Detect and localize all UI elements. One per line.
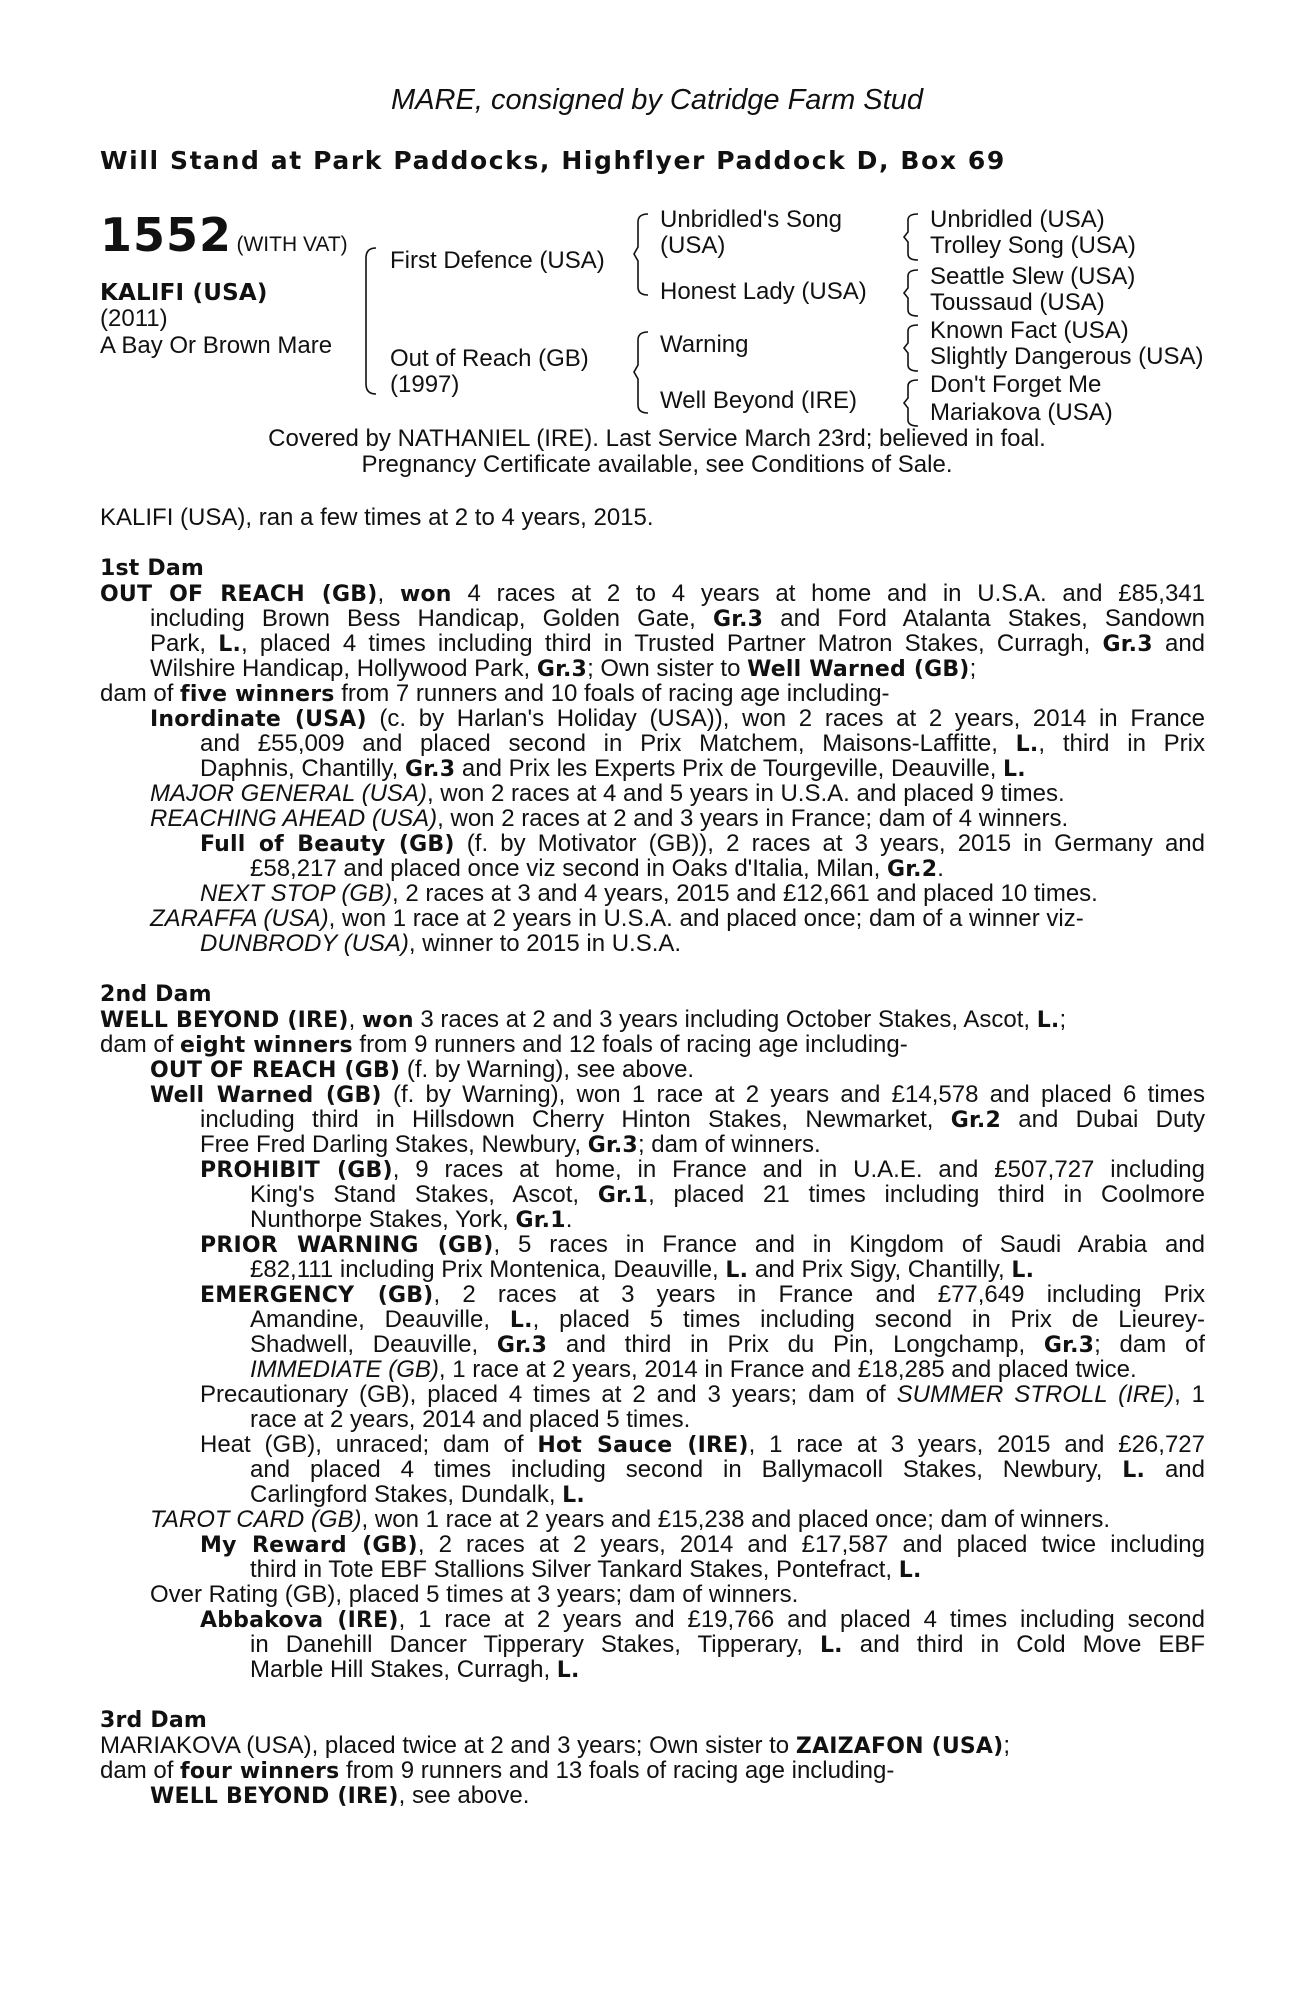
text: and Prix Sigy, Chantilly,: [748, 1256, 1012, 1283]
grade: Gr.1: [597, 1183, 649, 1208]
text: ;: [1059, 1006, 1067, 1033]
text: ;: [1003, 1732, 1011, 1759]
text: Free Fred Darling Stakes, Newbury,: [200, 1131, 588, 1158]
grade: Gr.3: [404, 757, 456, 782]
second-dam-line: [150, 1582, 1205, 1608]
second-dam-line: [250, 1182, 1205, 1208]
second-dam-line: [200, 1282, 1205, 1308]
horse-name: Abbakova (IRE): [200, 1608, 399, 1633]
second-dam-line: [200, 1157, 1205, 1183]
grade: L.: [218, 632, 242, 657]
text: ; dam of winners.: [637, 1131, 821, 1158]
second-dam-heading: 2nd Dam: [100, 982, 212, 1007]
race-record: KALIFI (USA), ran a few times at 2 to 4 years, 2015.: [100, 504, 654, 531]
third-dam-heading: 3rd Dam: [100, 1708, 207, 1733]
horse-name: Well Warned (GB): [150, 1083, 382, 1108]
grade: L.: [898, 1558, 922, 1583]
text: , 2 races at 3 years in France and £77,649 including Prix: [433, 1282, 1205, 1308]
grade: L.: [1122, 1458, 1146, 1483]
pedigree-g3-5: Known Fact (USA): [930, 317, 1129, 344]
text: , 1 race at 2 years and £19,766 and placed 4 times including second: [398, 1607, 1205, 1633]
text: , placed 5 times including second in Prix de Lieurey-: [532, 1307, 1205, 1333]
grade: Gr.3: [587, 1133, 638, 1158]
text: , won 1 race at 2 years and £15,238 and placed once; dam of winners.: [361, 1506, 1111, 1533]
text: 3 races at 2 and 3 years including October Stakes, Ascot,: [413, 1006, 1037, 1033]
vat-note: (WITH VAT): [236, 233, 348, 256]
second-dam-line: [100, 1032, 1205, 1059]
text: and third in Cold Move EBF: [842, 1632, 1205, 1658]
horse-year: (2011): [100, 305, 168, 332]
text: and: [1152, 631, 1205, 657]
text: , won 1 race at 2 years in U.S.A. and placed once; dam of a winner viz-: [328, 905, 1084, 932]
pedigree-sire-sire: Unbridled's Song: [660, 206, 843, 233]
text: from 9 runners and 12 foals of racing age including-: [352, 1031, 908, 1058]
text: from 7 runners and 10 foals of racing age including-: [334, 680, 890, 707]
second-dam-line: [250, 1632, 1205, 1658]
horse-name: Full of Beauty (GB): [200, 832, 455, 857]
text: dam of: [100, 680, 181, 707]
text: , 2 races at 2 years, 2014 and £17,587 and placed twice including: [417, 1532, 1205, 1558]
text: including Brown Bess Handicap, Golden Gate,: [150, 606, 713, 632]
pedigree-bracket-sire: [634, 212, 654, 297]
text: Park,: [150, 631, 219, 657]
text: dam of: [100, 1757, 181, 1784]
first-dam-line: [150, 631, 1205, 657]
text: .: [937, 855, 944, 882]
horse-name: ZARAFFA (USA): [150, 905, 329, 932]
pedigree-dam-dam: Well Beyond (IRE): [660, 387, 857, 414]
second-dam-line: [200, 1382, 1205, 1408]
grade: L.: [556, 1658, 580, 1683]
text: £82,111 including Prix Montenica, Deauville,: [250, 1256, 726, 1283]
second-dam-line: [250, 1357, 1205, 1383]
text: , placed 4 times including third in Trusted Partner Matron Stakes, Curragh,: [241, 631, 1103, 657]
covering-details: Covered by NATHANIEL (IRE). Last Service March 23rd; believed in foal.: [268, 425, 1046, 452]
lot-number-value: 1552: [100, 208, 233, 262]
horse-name: SUMMER STROLL (IRE): [896, 1382, 1175, 1408]
third-dam-line: [100, 1758, 1205, 1785]
grade: L.: [1003, 757, 1026, 782]
second-dam-line: [150, 1057, 1205, 1084]
text: .: [565, 1206, 573, 1233]
grade: Gr.3: [536, 657, 588, 682]
text: (f. by Warning), won 1 race at 2 years and £14,578 and placed 6 times: [381, 1082, 1205, 1108]
horse-name: IMMEDIATE (GB): [250, 1356, 439, 1383]
text: , 1 race at 3 years, 2015 and £26,727: [748, 1432, 1205, 1458]
first-dam-line: [250, 856, 1205, 883]
horse-name: TAROT CARD (GB): [150, 1506, 362, 1533]
dam-name: OUT OF REACH (GB): [100, 582, 378, 607]
text: ,: [377, 581, 400, 607]
horse-name: OUT OF REACH (GB): [150, 1058, 401, 1083]
pedigree-g3-2: Trolley Song (USA): [930, 232, 1136, 259]
text: (c. by Harlan's Holiday (USA)), won 2 races at 2 years, 2014 in France: [366, 706, 1205, 732]
pedigree-sire-dam: Honest Lady (USA): [660, 278, 867, 305]
second-dam-line: [250, 1457, 1205, 1483]
horse-name: EMERGENCY (GB): [200, 1283, 434, 1308]
second-dam-line: [250, 1257, 1205, 1284]
third-dam-line: [150, 1783, 1205, 1810]
text: £58,217 and placed once viz second in Oaks d'Italia, Milan,: [250, 855, 887, 882]
pedigree-bracket-g2: [904, 268, 924, 318]
pedigree-g3-4: Toussaud (USA): [930, 289, 1105, 316]
first-dam-line: [150, 806, 1205, 832]
horse-name: PRIOR WARNING (GB): [200, 1233, 494, 1258]
second-dam-line: [250, 1407, 1205, 1433]
first-dam-heading: 1st Dam: [100, 556, 205, 581]
second-dam-line: [200, 1532, 1205, 1558]
horse-name: DUNBRODY (USA): [200, 930, 409, 957]
text: , 9 races at home, in France and in U.A.E. and £507,727 including: [392, 1157, 1205, 1183]
page-title: MARE, consigned by Catridge Farm Stud: [391, 84, 923, 116]
first-dam-line: [200, 881, 1205, 907]
text: won: [361, 1008, 414, 1033]
text: Carlingford Stakes, Dundalk,: [250, 1481, 563, 1508]
text: including third in Hillsdown Cherry Hinton Stakes, Newmarket,: [200, 1107, 951, 1133]
text: King's Stand Stakes, Ascot,: [250, 1182, 598, 1208]
grade: L.: [562, 1483, 585, 1508]
text: , 1: [1174, 1382, 1205, 1408]
grade: L.: [819, 1633, 843, 1658]
second-dam-line: [200, 1432, 1205, 1458]
lot-number: [100, 208, 348, 262]
first-dam-line: [200, 931, 1205, 957]
text: and placed 4 times including second in Ballymacoll Stakes, Newbury,: [250, 1457, 1123, 1483]
pedigree-dam: Out of Reach (GB): [390, 345, 589, 372]
second-dam-line: [250, 1657, 1205, 1684]
pedigree-bracket-g4: [904, 378, 924, 428]
text: ,: [348, 1006, 362, 1033]
grade: Gr.2: [950, 1108, 1001, 1133]
text: (f. by Motivator (GB)), 2 races at 3 years, 2015 in Germany and: [454, 831, 1205, 857]
text: and third in Prix du Pin, Longchamp,: [547, 1332, 1044, 1358]
horse-description: A Bay Or Brown Mare: [100, 332, 333, 359]
pedigree-g3-7: Don't Forget Me: [930, 371, 1102, 398]
pedigree-sire: First Defence (USA): [390, 247, 605, 274]
pregnancy-certificate-note: Pregnancy Certificate available, see Conditions of Sale.: [361, 451, 953, 478]
pedigree-dam-sire: Warning: [660, 331, 749, 358]
pedigree-bracket-dam: [634, 330, 654, 415]
text: Over Rating (GB), placed 5 times at 3 years; dam of winners.: [150, 1581, 799, 1608]
text: 4 races at 2 to 4 years at home and in U.S.A. and £85,341: [451, 581, 1205, 607]
horse-name: ZAIZAFON (USA): [795, 1734, 1004, 1759]
grade: Gr.3: [712, 607, 764, 632]
text: Heat (GB), unraced; dam of: [200, 1432, 538, 1458]
text: , 2 races at 3 and 4 years, 2015 and £12,661 and placed 10 times.: [392, 880, 1098, 907]
first-dam-line: [150, 606, 1205, 632]
horse-name: Inordinate (USA): [150, 707, 367, 732]
second-dam-line: [250, 1332, 1205, 1358]
grade: Gr.2: [886, 857, 938, 882]
text: and £55,009 and placed second in Prix Matchem, Maisons-Laffitte,: [200, 731, 1016, 757]
second-dam-line: [250, 1482, 1205, 1509]
text: , third in Prix: [1038, 731, 1205, 757]
first-dam-line: [150, 656, 1205, 683]
pedigree-g3-1: Unbridled (USA): [930, 206, 1105, 233]
text: , see above.: [398, 1782, 530, 1809]
horse-name: Hot Sauce (IRE): [537, 1433, 749, 1458]
grade: Gr.3: [1043, 1333, 1095, 1358]
winners-count: four winners: [180, 1759, 340, 1784]
second-dam-line: [250, 1307, 1205, 1333]
text: Amandine, Deauville,: [250, 1307, 510, 1333]
stabling-location: Will Stand at Park Paddocks, Highflyer Paddock D, Box 69: [100, 146, 1006, 175]
grade: L.: [1036, 1008, 1060, 1033]
text: and: [1145, 1457, 1205, 1483]
second-dam-line: [150, 1082, 1205, 1108]
grade: L.: [1015, 732, 1039, 757]
pedigree-dam-year: (1997): [390, 371, 460, 398]
pedigree-g3-3: Seattle Slew (USA): [930, 263, 1136, 290]
first-dam-line: [200, 756, 1205, 783]
text: from 9 runners and 13 foals of racing age including-: [339, 1757, 895, 1784]
winners-count: eight winners: [180, 1033, 353, 1058]
text: ; dam of: [1094, 1332, 1205, 1358]
text: and Prix les Experts Prix de Tourgeville, Deauville,: [455, 755, 1004, 782]
text: won: [399, 582, 452, 607]
text: Wilshire Handicap, Hollywood Park,: [150, 655, 537, 682]
second-dam-line: [200, 1232, 1205, 1258]
second-dam-line: [200, 1607, 1205, 1633]
horse-name: KALIFI (USA): [100, 280, 268, 306]
pedigree-g3-8: Mariakova (USA): [930, 399, 1113, 426]
pedigree-bracket-main: [362, 246, 382, 396]
text: , winner to 2015 in U.S.A.: [408, 930, 682, 957]
text: ; Own sister to: [587, 655, 748, 682]
pedigree-sire-sire-country: (USA): [660, 232, 726, 259]
text: , won 2 races at 4 and 5 years in U.S.A. and placed 9 times.: [426, 780, 1065, 807]
text: Daphnis, Chantilly,: [200, 755, 405, 782]
horse-name: PROHIBIT (GB): [200, 1158, 393, 1183]
text: , placed 21 times including third in Coolmore: [648, 1182, 1205, 1208]
text: , 5 races in France and in Kingdom of Saudi Arabia and: [493, 1232, 1205, 1258]
pedigree-bracket-g1: [904, 212, 924, 262]
text: third in Tote EBF Stallions Silver Tankard Stakes, Pontefract,: [250, 1556, 899, 1583]
text: Shadwell, Deauville,: [250, 1332, 497, 1358]
text: Precautionary (GB), placed 4 times at 2 and 3 years; dam of: [200, 1382, 897, 1408]
winners-count: five winners: [180, 682, 335, 707]
second-dam-line: [200, 1107, 1205, 1133]
text: , won 2 races at 2 and 3 years in France; dam of 4 winners.: [437, 805, 1069, 832]
grade: Gr.1: [515, 1208, 566, 1233]
text: Marble Hill Stakes, Curragh,: [250, 1656, 557, 1683]
third-dam-line: [100, 1733, 1205, 1760]
first-dam-line: [200, 731, 1205, 757]
pedigree-bracket-g3: [904, 323, 924, 373]
horse-name: My Reward (GB): [200, 1533, 418, 1558]
text: and Ford Atalanta Stakes, Sandown: [763, 606, 1205, 632]
first-dam-line: [100, 681, 1205, 708]
grade: L.: [509, 1308, 533, 1333]
horse-name: MAJOR GENERAL (USA): [150, 780, 427, 807]
text: in Danehill Dancer Tipperary Stakes, Tipperary,: [250, 1632, 820, 1658]
pedigree-g3-6: Slightly Dangerous (USA): [930, 343, 1204, 370]
text: ;: [969, 655, 977, 682]
second-dam-line: [200, 1132, 1205, 1159]
horse-name: Well Warned (GB): [747, 657, 970, 682]
grade: Gr.3: [496, 1333, 548, 1358]
second-dam-line: [150, 1507, 1205, 1533]
text: Nunthorpe Stakes, York,: [250, 1206, 516, 1233]
text: , 1 race at 2 years, 2014 in France and £18,285 and placed twice.: [438, 1356, 1137, 1383]
text: MARIAKOVA (USA), placed twice at 2 and 3 years; Own sister to: [100, 1732, 796, 1759]
second-dam-line: [100, 1007, 1205, 1034]
horse-name: NEXT STOP (GB): [200, 880, 393, 907]
text: and Dubai Duty: [1000, 1107, 1205, 1133]
first-dam-line: [150, 906, 1205, 932]
grade: L.: [725, 1258, 749, 1283]
horse-name: WELL BEYOND (IRE): [150, 1784, 399, 1809]
second-dam-line: [250, 1557, 1205, 1584]
first-dam-line: [200, 831, 1205, 857]
first-dam-line: [100, 581, 1205, 607]
first-dam-line: [150, 706, 1205, 732]
grade: L.: [1011, 1258, 1035, 1283]
grade: Gr.3: [1102, 632, 1153, 657]
text: dam of: [100, 1031, 181, 1058]
text: race at 2 years, 2014 and placed 5 times.: [250, 1406, 691, 1433]
horse-name: REACHING AHEAD (USA): [150, 805, 438, 832]
first-dam-line: [150, 781, 1205, 807]
second-dam-line: [250, 1207, 1205, 1234]
text: (f. by Warning), see above.: [400, 1056, 695, 1083]
dam-name: WELL BEYOND (IRE): [100, 1008, 349, 1033]
